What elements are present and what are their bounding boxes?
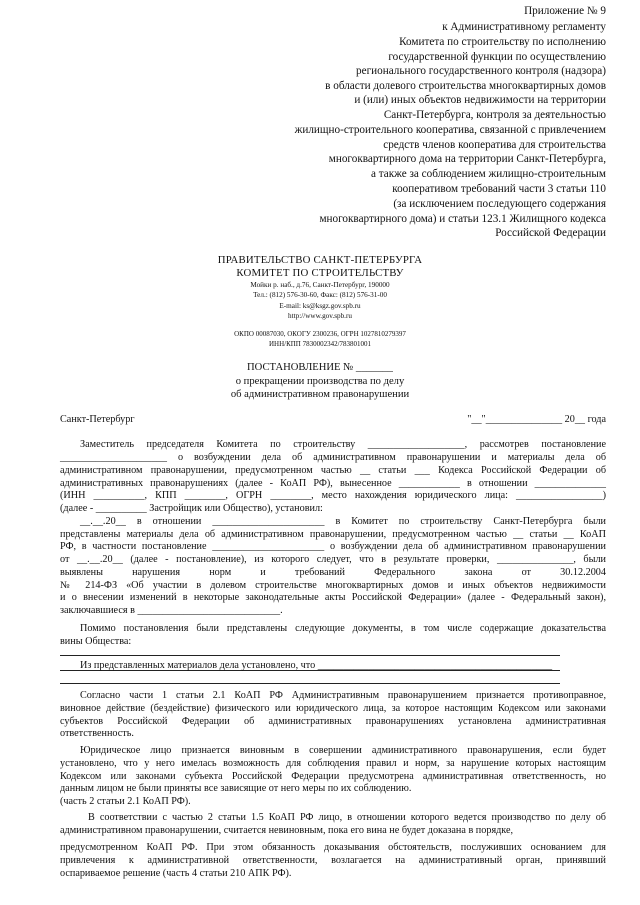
appendix-line: в области долевого строительства многоквартирных домов [325,80,606,92]
appendix-line: средств членов кооператива для строительства [383,139,606,151]
text-line: заключавшиеся в ____________________________. [60,605,283,616]
text-line: (часть 2 статьи 2.1 КоАП РФ). [60,796,191,807]
text-line: ответственность. [60,728,134,739]
city-label: Санкт-Петербург [60,414,135,425]
text-line: административном правонарушении, считается невиновным, пока его вина не будет доказана в порядке, [60,825,514,836]
org-website: http://www.gov.spb.ru [288,312,352,320]
text-line: № 214-ФЗ «Об участии в долевом строительстве многоквартирных домов и иных объектов недвижимости [60,580,606,591]
text-line: РФ, в частности постановление ______________________ о возбуждении дела об административном правонарушении [60,541,606,552]
appendix-line: кооперативом требований части 3 статьи 110 [392,183,606,195]
text-line: предусмотренном КоАП РФ. При этом обязанность доказывания обстоятельств, послуживших основанием для [60,842,606,853]
appendix-line: многоквартирного дома) и статьи 123.1 Жилищного кодекса [319,213,606,225]
blank-line [60,655,560,656]
org-codes: ОКПО 00087030, ОКОГУ 2300236, ОГРН 1027810279397 [234,330,406,338]
text-line: Из представленных материалов дела установлено, что ______________________________________________ [80,660,553,671]
government-name: ПРАВИТЕЛЬСТВО САНКТ-ПЕТЕРБУРГА [217,254,423,266]
text-line: от __.__.20__ (далее - постановление), из которого следует, что в результате проверки, _______________, были [60,554,606,565]
text-line: данным лицом не были приняты все зависящие от него меры по их соблюдению. [60,783,412,794]
text-line: (далее - __________ Застройщик или Общество), установил: [60,503,323,514]
text-line: представлены материалы дела об административном правонарушении, предусмотренном частью __ статьи __ КоАП [60,529,606,540]
text-line: __.__.20__ в отношении ______________________ в Комитет по строительству Санкт-Петербурга были [80,516,606,527]
text-line: привлечения к административной ответственности, возлагается на административный орган, принявший [60,855,606,866]
appendix-line: Российской Федерации [495,227,606,239]
decree-subtitle: об административном правонарушении [230,389,410,400]
appendix-line: государственной функции по осуществлению [388,51,606,63]
appendix-line: Комитета по строительству по исполнению [399,36,606,48]
text-line: вины Общества: [60,636,132,647]
text-line: административных правонарушениях (далее - КоАП РФ), вынесенное ____________ в отношении ______________ [60,478,606,489]
blank-line [60,683,560,684]
text-line: и о внесении изменений в некоторые законодательные акты Российской Федерации» (далее - Федеральный закон), [60,592,606,603]
text-line: установлено, что у него имелась возможность для соблюдения правил и норм, за нарушение которых настоящим [60,758,606,769]
text-line: административном правонарушении, предусмотренном частью __ статьи ___ Кодекса Российской Федерации об [60,465,606,476]
text-line: _____________________ о возбуждении дела об административном правонарушении и материалы дела об [60,452,606,463]
text-line: Заместитель председателя Комитета по строительству ___________________, рассмотрев постановление [80,439,606,450]
text-line: (ИНН __________, КПП ________, ОГРН ________, место нахождения юридического лица: _________________) [60,490,606,501]
appendix-line: и (или) иных объектов недвижимости на территории [354,94,606,106]
text-line: Кодексом или законами субъекта Российской Федерации предусмотрена административная ответственность, но [60,771,606,782]
appendix-line: к Административному регламенту [442,21,606,33]
text-line: Юридическое лицо признается виновным в совершении административного правонарушения, если будет [80,745,606,756]
appendix-line: Приложение № 9 [524,5,606,17]
decree-subtitle: о прекращении производства по делу [235,376,405,387]
org-inn: ИНН/КПП 7830002342/783801001 [268,340,372,348]
text-line: В соответствии с частью 2 статьи 1.5 КоАП РФ лицо, в отношении которого ведется производство по делу об [88,812,606,823]
text-line: виновное действие (бездействие) физического или юридического лица, за которое настоящим Кодексом или законами [60,703,606,714]
appendix-line: Санкт-Петербурга, контроля за деятельностью [383,109,606,121]
decree-title: ПОСТАНОВЛЕНИЕ № _______ [247,362,393,373]
org-email: E-mail: ks@ksgz.gov.spb.ru [279,302,361,310]
appendix-line: многоквартирного дома на территории Санкт-Петербурга, [328,153,606,165]
text-line: Помимо постановления были представлены следующие документы, в том числе содержащие доказательства [80,623,606,634]
text-line: Согласно части 1 статьи 2.1 КоАП РФ Административным правонарушением признается противоправное, [80,690,606,701]
org-phone: Тел.: (812) 576-30-60, Факс: (812) 576-31-00 [253,291,387,299]
appendix-line: регионального государственного контроля (надзора) [356,65,606,77]
decree-date: "__"_______________ 20__ года [467,414,606,425]
appendix-line: жилищно-строительного кооператива, связанной с привлечением [294,124,606,136]
committee-name: КОМИТЕТ ПО СТРОИТЕЛЬСТВУ [236,267,404,279]
text-line: оспариваемое решение (часть 4 статьи 210 АПК РФ). [60,868,292,879]
appendix-line: а также за соблюдением жилищно-строительным [370,168,606,180]
text-line: выявлены нарушения норм и требований Федерального закона от 30.12.2004 [60,567,606,578]
org-address: Мойки р. наб., д.76, Санкт-Петербург, 190000 [250,281,390,289]
text-line: субъектов Российской Федерации об административных правонарушениях установлена административная [60,716,606,727]
appendix-line: (за исключением последующего содержания [393,198,606,210]
